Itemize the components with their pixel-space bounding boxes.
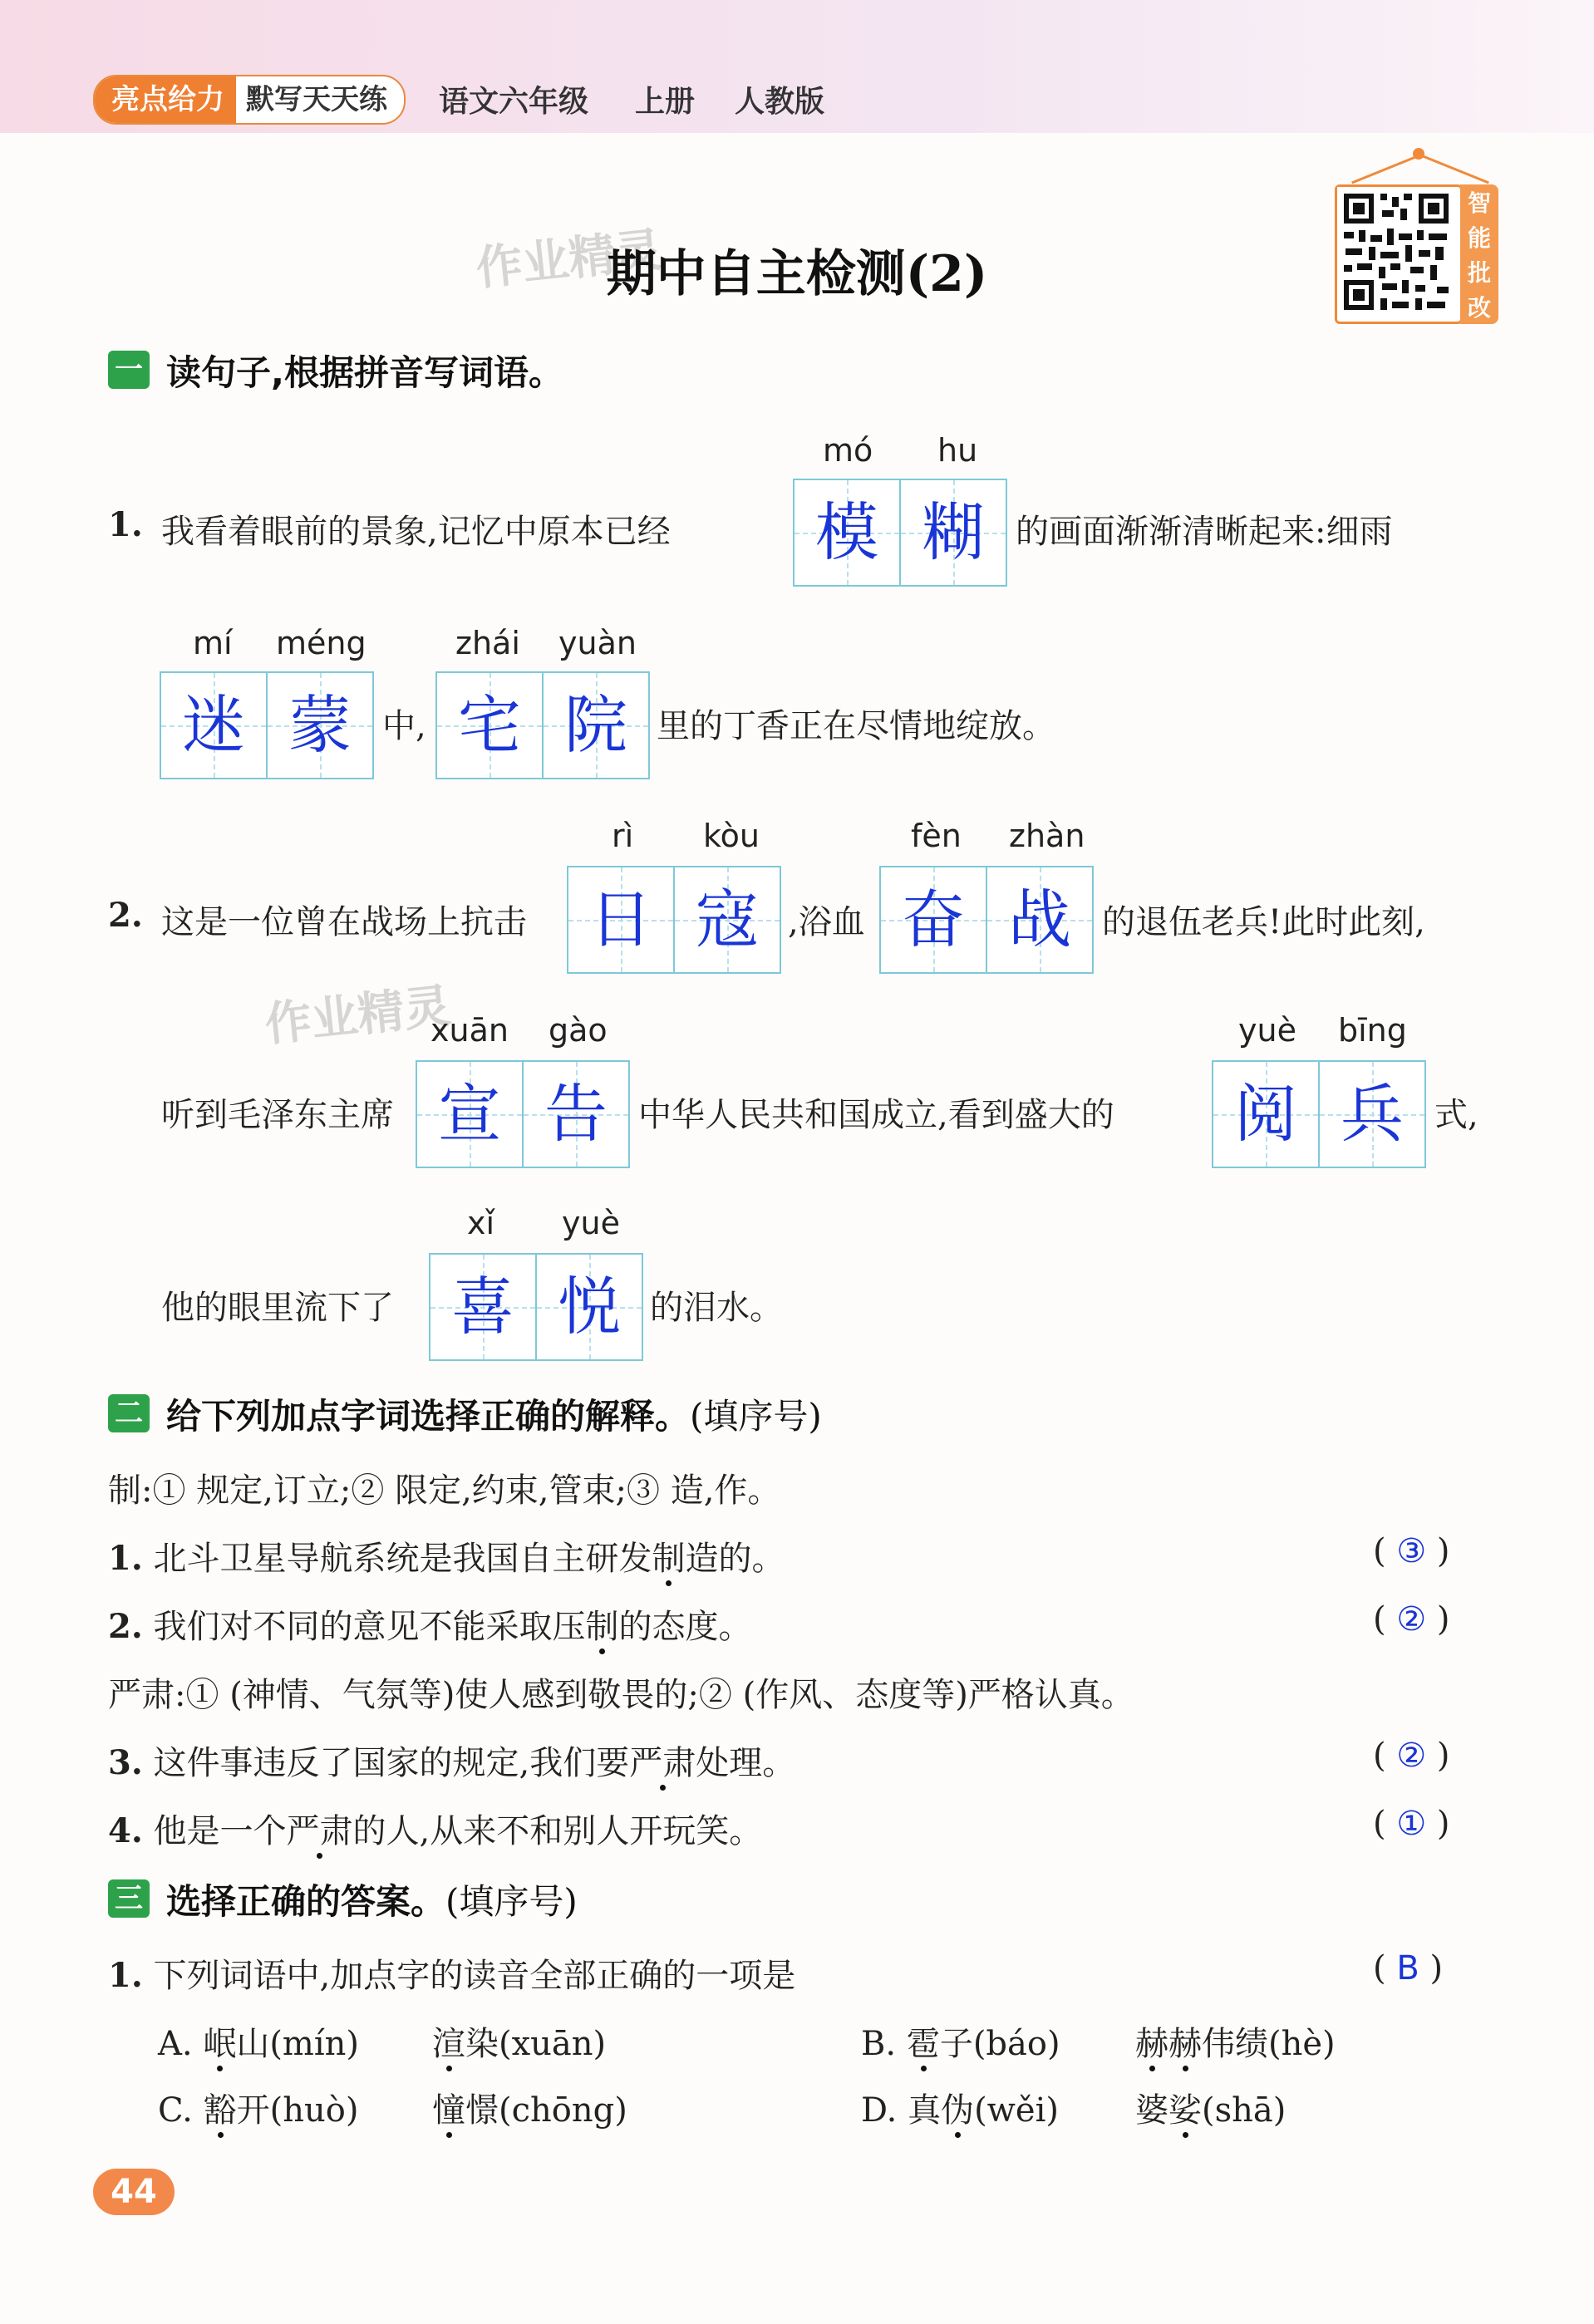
option-d-word2: 婆娑(shā) bbox=[1135, 2091, 1287, 2130]
answer-cell[interactable]: 悦 bbox=[535, 1253, 643, 1361]
pinyin: méng bbox=[276, 625, 367, 661]
brand-left: 亮点给力 bbox=[95, 76, 236, 123]
option-d[interactable]: D. 真伪(wěi) bbox=[861, 2091, 1059, 2130]
answer-cell[interactable]: 迷 bbox=[160, 671, 268, 779]
watermark: 作业精灵 bbox=[473, 223, 665, 297]
pinyin: mí bbox=[193, 625, 233, 661]
question-number: 2. bbox=[108, 896, 143, 935]
answer-bracket[interactable]: ( ③ ) bbox=[1373, 1532, 1450, 1570]
answer-cell[interactable]: 蒙 bbox=[266, 671, 374, 779]
definition-line: 严肃:① (神情、气氛等)使人感到敬畏的;② (作风、态度等)严格认真。 bbox=[108, 1676, 1134, 1714]
pinyin: rì bbox=[612, 818, 634, 854]
pinyin: zhàn bbox=[1009, 818, 1085, 854]
section-badge: 三 bbox=[108, 1879, 150, 1918]
answer-cell[interactable]: 战 bbox=[986, 866, 1094, 974]
sentence-text: 我看着眼前的景象,记忆中原本已经 bbox=[161, 513, 671, 551]
sentence-text: ,浴血 bbox=[788, 903, 865, 941]
question-row: 3. 这件事违反了国家的规定,我们要严肃处理。 bbox=[108, 1743, 796, 1782]
answer-bracket[interactable]: ( ① ) bbox=[1373, 1805, 1450, 1843]
option-c-word2: 憧憬(chōng) bbox=[432, 2091, 627, 2130]
section-heading: 读句子,根据拼音写词语。 bbox=[166, 352, 563, 393]
sentence-text: 的泪水。 bbox=[650, 1289, 783, 1327]
section-heading: 选择正确的答案。(填序号) bbox=[166, 1881, 578, 1922]
answer-cell[interactable]: 寇 bbox=[673, 866, 781, 974]
qr-string bbox=[1417, 153, 1488, 184]
pinyin: zhái bbox=[455, 625, 520, 661]
smart-grading-label: 智 能 批 改 bbox=[1460, 184, 1498, 324]
answer-cell[interactable]: 兵 bbox=[1318, 1060, 1426, 1168]
answer-cell[interactable]: 模 bbox=[793, 479, 901, 587]
pinyin: yuè bbox=[562, 1205, 620, 1241]
answer-cell[interactable]: 阅 bbox=[1212, 1060, 1320, 1168]
page-number: 44 bbox=[93, 2169, 175, 2215]
series-brand bbox=[93, 75, 406, 125]
section-badge: 二 bbox=[108, 1394, 150, 1432]
sentence-text: 他的眼里流下了 bbox=[161, 1289, 394, 1327]
section-badge: 一 bbox=[108, 351, 150, 389]
sentence-text: 中华人民共和国成立,看到盛大的 bbox=[638, 1096, 1114, 1134]
answer-bracket[interactable]: ( ② ) bbox=[1373, 1737, 1450, 1775]
answer-cell[interactable]: 奋 bbox=[879, 866, 987, 974]
pinyin: gào bbox=[549, 1012, 608, 1049]
answer-cell[interactable]: 宣 bbox=[416, 1060, 524, 1168]
option-b[interactable]: B. 雹子(báo) bbox=[861, 2025, 1060, 2063]
edition-label: 人教版 bbox=[735, 85, 825, 119]
answer-cell[interactable]: 日 bbox=[567, 866, 675, 974]
answer-cell[interactable]: 宅 bbox=[435, 671, 544, 779]
option-b-word2: 赫赫伟绩(hè) bbox=[1135, 2025, 1336, 2063]
pinyin: fèn bbox=[911, 818, 962, 854]
sentence-text: 的画面渐渐清晰起来:细雨 bbox=[1016, 513, 1393, 551]
answer-cell[interactable]: 告 bbox=[522, 1060, 630, 1168]
pinyin: bīng bbox=[1338, 1012, 1407, 1049]
watermark: 作业精灵 bbox=[262, 979, 454, 1053]
sentence-text: 中, bbox=[382, 707, 426, 745]
answer-cell[interactable]: 院 bbox=[542, 671, 650, 779]
qr-string bbox=[1351, 153, 1423, 184]
section-heading: 给下列加点字词选择正确的解释。(填序号) bbox=[166, 1396, 822, 1437]
answer-bracket[interactable]: ( B ) bbox=[1373, 1949, 1444, 1987]
question-row: 1. 北斗卫星导航系统是我国自主研发制造的。 bbox=[108, 1539, 785, 1578]
brand-right: 默写天天练 bbox=[246, 83, 387, 116]
answer-cell[interactable]: 糊 bbox=[899, 479, 1007, 587]
pinyin: xuān bbox=[430, 1012, 509, 1049]
answer-bracket[interactable]: ( ② ) bbox=[1373, 1600, 1450, 1639]
pinyin: yuàn bbox=[558, 625, 637, 661]
sentence-text: 听到毛泽东主席 bbox=[161, 1096, 394, 1134]
question-row: 1. 下列词语中,加点字的读音全部正确的一项是 bbox=[108, 1956, 796, 1995]
question-number: 1. bbox=[108, 505, 143, 544]
pinyin: xǐ bbox=[467, 1205, 495, 1241]
question-row: 2. 我们对不同的意见不能采取压制的态度。 bbox=[108, 1607, 752, 1646]
definition-line: 制:① 规定,订立;② 限定,约束,管束;③ 造,作。 bbox=[108, 1472, 781, 1510]
page-title: 期中自主检测(2) bbox=[606, 245, 988, 303]
answer-cell[interactable]: 喜 bbox=[429, 1253, 537, 1361]
sentence-text: 的退伍老兵!此时此刻, bbox=[1102, 903, 1425, 941]
option-a[interactable]: A. 岷山(mín) bbox=[158, 2025, 360, 2063]
pinyin: yuè bbox=[1238, 1012, 1296, 1049]
sentence-text: 这是一位曾在战场上抗击 bbox=[161, 903, 527, 941]
question-row: 4. 他是一个严肃的人,从来不和别人开玩笑。 bbox=[108, 1811, 763, 1850]
sentence-text: 里的丁香正在尽情地绽放。 bbox=[657, 707, 1055, 745]
option-c[interactable]: C. 豁开(huò) bbox=[158, 2091, 359, 2130]
sentence-text: 式, bbox=[1434, 1096, 1478, 1134]
option-a-word2: 渲染(xuān) bbox=[432, 2025, 607, 2063]
pinyin: kòu bbox=[703, 818, 760, 854]
grade-label: 语文六年级 bbox=[439, 85, 589, 119]
volume-label: 上册 bbox=[635, 85, 696, 119]
pinyin: mó bbox=[823, 432, 873, 469]
pinyin: hu bbox=[937, 432, 978, 469]
qr-pin bbox=[1413, 148, 1424, 160]
